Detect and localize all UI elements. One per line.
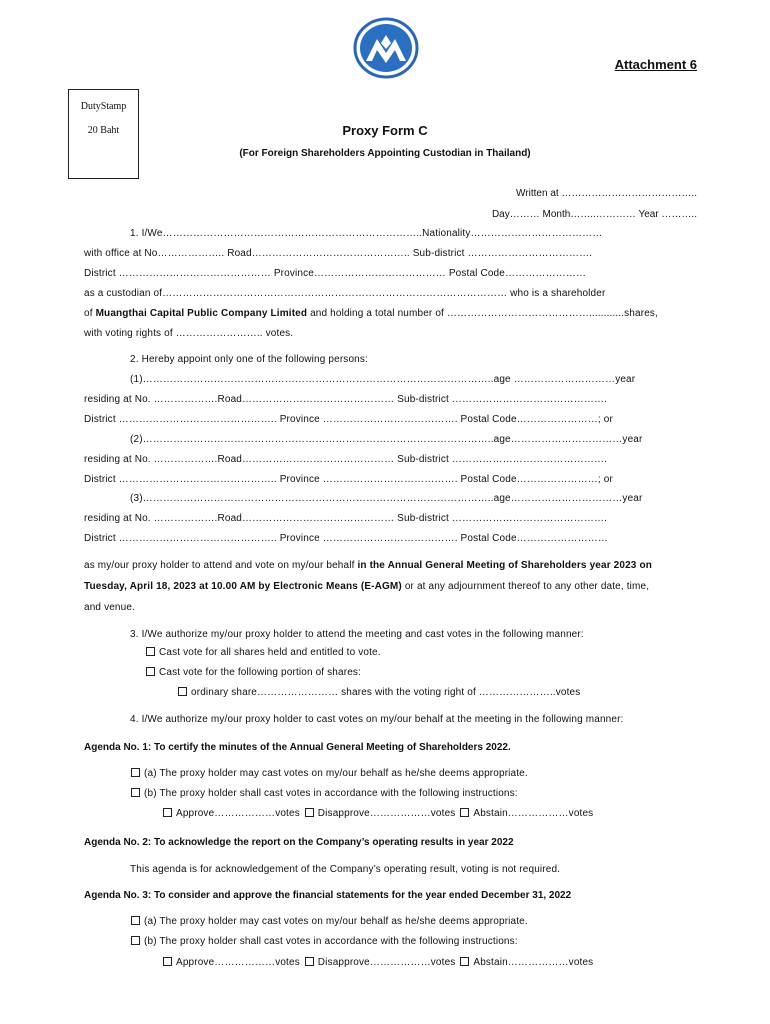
person-2-address-line[interactable]: residing at No. ……………….Road……………………………………… Sub-district ………………………………………. bbox=[84, 454, 608, 465]
agenda-3-option-b[interactable] bbox=[131, 935, 518, 948]
person-3-address-line[interactable]: residing at No. ……………….Road……………………………………… Sub-district ………………………………………. bbox=[84, 513, 608, 524]
checkbox-ordinary-share[interactable] bbox=[178, 687, 187, 696]
date-line[interactable]: Day……… Month……..………… Year ……….. bbox=[491, 209, 697, 220]
iwe-line[interactable]: 1. I/We…………………………………………………………………..Nationality………………………………… bbox=[130, 228, 603, 239]
meeting-datetime: Tuesday, April 18, 2023 at 10.00 AM by Electronic Means (E-AGM) bbox=[84, 581, 402, 592]
attachment-label: Attachment 6 bbox=[614, 57, 697, 72]
shareholding-line[interactable] bbox=[84, 307, 658, 320]
option-portion-shares[interactable] bbox=[146, 666, 361, 679]
written-at-line[interactable]: Written at ………………………………….. bbox=[516, 188, 697, 199]
option-all-shares-label: Cast vote for all shares held and entitled to vote. bbox=[159, 647, 381, 658]
office-line[interactable]: with office at No……………….. Road……………………………………….. Sub-district ………………………………. bbox=[84, 248, 593, 259]
shareholding-pre: of bbox=[84, 308, 96, 319]
agenda-3-title: Agenda No. 3: To consider and approve the financial statements for the year ended December 31, 2022 bbox=[84, 890, 572, 901]
meeting-line-1 bbox=[84, 559, 652, 572]
person-2-district-line[interactable]: District ……………………………………….. Province …………………………………. Postal Code……………………; or bbox=[84, 474, 613, 485]
checkbox-agenda-1-abstain[interactable] bbox=[460, 808, 469, 817]
person-3-name-line[interactable]: (3)…………………………………………………………………………………………..age……………………………year bbox=[130, 493, 643, 504]
checkbox-agenda-1-b[interactable] bbox=[131, 788, 140, 797]
agenda-3-abstain-label: Abstain………………votes bbox=[473, 957, 594, 968]
voting-rights-line[interactable]: with voting rights of …………………….. votes. bbox=[84, 328, 294, 339]
option-portion-label: Cast vote for the following portion of shares: bbox=[159, 667, 362, 678]
agenda-1-approve-label: Approve………………votes bbox=[176, 808, 300, 819]
meeting-name: in the Annual General Meeting of Shareholders year 2023 on bbox=[357, 560, 652, 571]
agenda-1-votes-row bbox=[163, 807, 593, 820]
agenda-1-title: Agenda No. 1: To certify the minutes of the Annual General Meeting of Shareholders 2022. bbox=[84, 742, 511, 753]
shareholding-post: and holding a total number of ……………………………………............shares, bbox=[307, 308, 658, 319]
meeting-pre: as my/our proxy holder to attend and vote on my/our behalf bbox=[84, 560, 358, 571]
agenda-1-option-b[interactable] bbox=[131, 787, 518, 800]
agenda-1-disapprove-label: Disapprove………………votes bbox=[317, 808, 456, 819]
meeting-adjourn: or at any adjournment thereof to any other date, time, bbox=[401, 581, 650, 592]
agenda-3-votes-row bbox=[163, 956, 593, 969]
form-subtitle: (For Foreign Shareholders Appointing Custodian in Thailand) bbox=[239, 148, 531, 159]
district-line[interactable]: District ……………………………………… Province………………………………… Postal Code…………………… bbox=[84, 268, 587, 279]
meeting-line-3: and venue. bbox=[84, 602, 135, 613]
custodian-line[interactable]: as a custodian of………………………………………………………………………………………… who is a shareholder bbox=[84, 288, 606, 299]
agenda-3-approve-label: Approve………………votes bbox=[176, 957, 300, 968]
section3-intro: 3. I/We authorize my/our proxy holder to attend the meeting and cast votes in the following manner: bbox=[130, 629, 584, 640]
agenda-1-option-b-label: (b) The proxy holder shall cast votes in accordance with the following instructions: bbox=[144, 788, 518, 799]
agenda-3-option-b-label: (b) The proxy holder shall cast votes in accordance with the following instructions: bbox=[144, 936, 518, 947]
checkbox-agenda-3-b[interactable] bbox=[131, 936, 140, 945]
appoint-intro: 2. Hereby appoint only one of the following persons: bbox=[130, 354, 368, 365]
option-all-shares[interactable] bbox=[146, 646, 381, 659]
agenda-3-option-a[interactable] bbox=[131, 915, 528, 928]
checkbox-agenda-3-a[interactable] bbox=[131, 916, 140, 925]
agenda-2-note: This agenda is for acknowledgement of the Company’s operating result, voting is not required. bbox=[130, 864, 561, 875]
checkbox-agenda-3-abstain[interactable] bbox=[460, 957, 469, 966]
stamp-label: DutyStamp bbox=[80, 101, 127, 112]
agenda-1-option-a-label: (a) The proxy holder may cast votes on my/our behalf as he/she deems appropriate. bbox=[144, 768, 528, 779]
agenda-1-option-a[interactable] bbox=[131, 767, 528, 780]
agenda-3-disapprove-label: Disapprove………………votes bbox=[317, 957, 456, 968]
meeting-line-2 bbox=[84, 580, 649, 593]
checkbox-portion-shares[interactable] bbox=[146, 667, 155, 676]
form-title: Proxy Form C bbox=[342, 123, 428, 138]
checkbox-agenda-3-approve[interactable] bbox=[163, 957, 172, 966]
ordinary-share-label: ordinary share…………………… shares with the voting right of …………………..votes bbox=[191, 687, 581, 698]
company-name: Muangthai Capital Public Company Limited bbox=[95, 308, 308, 319]
checkbox-all-shares[interactable] bbox=[146, 647, 155, 656]
person-3-district-line[interactable]: District ……………………………………….. Province …………………………………. Postal Code……………………… bbox=[84, 533, 609, 544]
person-1-address-line[interactable]: residing at No. ……………….Road……………………………………… Sub-district ………………………………………. bbox=[84, 394, 608, 405]
agenda-3-option-a-label: (a) The proxy holder may cast votes on my/our behalf as he/she deems appropriate. bbox=[144, 916, 528, 927]
stamp-amount: 20 Baht bbox=[87, 125, 120, 136]
section4-intro: 4. I/We authorize my/our proxy holder to cast votes on my/our behalf at the meeting in the following manner: bbox=[130, 714, 624, 725]
person-1-name-line[interactable]: (1)…………………………………………………………………………………………..age …………………………year bbox=[130, 374, 636, 385]
checkbox-agenda-1-approve[interactable] bbox=[163, 808, 172, 817]
person-2-name-line[interactable]: (2)…………………………………………………………………………………………..age……………………………year bbox=[130, 434, 643, 445]
company-logo bbox=[353, 17, 419, 79]
option-ordinary-share[interactable] bbox=[178, 686, 580, 699]
person-1-district-line[interactable]: District ……………………………………….. Province …………………………………. Postal Code……………………; or bbox=[84, 414, 613, 425]
checkbox-agenda-1-a[interactable] bbox=[131, 768, 140, 777]
agenda-1-abstain-label: Abstain………………votes bbox=[473, 808, 594, 819]
checkbox-agenda-3-disapprove[interactable] bbox=[305, 957, 314, 966]
checkbox-agenda-1-disapprove[interactable] bbox=[305, 808, 314, 817]
agenda-2-title: Agenda No. 2: To acknowledge the report on the Company’s operating results in year 2022 bbox=[84, 837, 514, 848]
